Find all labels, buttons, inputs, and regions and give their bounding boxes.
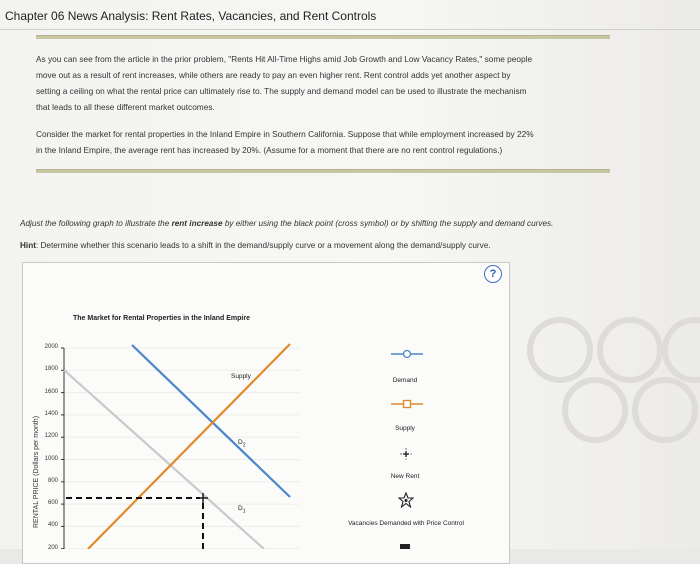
y-axis-label: RENTAL PRICE (Dollars per month) (33, 415, 40, 528)
y-tick-label: 1800 (44, 366, 58, 373)
y-tick-label: 1400 (44, 410, 58, 417)
y-tick-label: 1600 (44, 388, 58, 395)
supply-legend-icon[interactable] (390, 398, 424, 410)
new-rent-legend-label: New Rent (390, 473, 420, 480)
supply-legend-label: Supply (395, 425, 415, 432)
consider-line-2: in the Inland Empire, the average rent has increased by 20%. (Assume for a moment that there are no rent control regulations.) (36, 145, 503, 155)
d1-curve-label: $D_1$ (238, 505, 246, 515)
y-tick-label: 1000 (44, 455, 58, 462)
instruction-text: Adjust the following graph to illustrate the rent increase by either using the black point (cross symbol) or by shifting the supply and demand curves. (20, 219, 554, 228)
intro-line-4: that leads to all these different market outcomes. (36, 102, 215, 112)
grid-lines (61, 348, 300, 549)
help-icon[interactable]: ? (484, 265, 502, 283)
y-tick-label: 200 (47, 544, 58, 551)
chart-title: The Market for Rental Properties in the Inland Empire (73, 315, 250, 322)
d2-curve-label: $D_2$ (238, 439, 246, 449)
y-tick-label: 2000 (44, 344, 58, 350)
y-tick-label: 600 (47, 500, 58, 507)
partial-legend-icon[interactable] (400, 544, 410, 549)
star-icon[interactable] (398, 492, 414, 508)
y-tick-label: 800 (47, 477, 58, 484)
intro-line-3: setting a ceiling on what the rental price can ultimately rise to. The supply and demand model can be used to illustrate the mechanism (36, 86, 527, 96)
demand-legend-label: Demand (392, 377, 418, 384)
intro-line-1: As you can see from the article in the prior problem, "Rents Hit All-Time Highs amid Job Growth and Low Vacancy Rates," some people (36, 54, 533, 64)
demand-legend-icon[interactable] (390, 348, 424, 360)
supply-curve-label: Supply (231, 373, 251, 380)
new-rent-cross-point[interactable] (198, 493, 208, 503)
consider-line-1: Consider the market for rental properties in the Inland Empire in Southern California. Suppose that while employment increased by 22% (36, 129, 534, 139)
intro-line-2: move out as a result of rent increases, while others are ready to pay an even higher rent. Rent control adds yet another aspect by (36, 70, 511, 80)
vacancies-legend-label: Vacancies Demanded with Price Control (348, 520, 464, 527)
y-tick-label: 400 (47, 522, 58, 529)
supply-curve[interactable] (88, 344, 290, 549)
y-tick-label: 1200 (44, 433, 58, 440)
page-title: Chapter 06 News Analysis: Rent Rates, Vacancies, and Rent Controls (5, 9, 377, 23)
cross-point-icon[interactable] (398, 446, 414, 462)
hint-text: Hint: Determine whether this scenario leads to a shift in the demand/supply curve or a movement along the demand/supply curve. (20, 241, 491, 250)
